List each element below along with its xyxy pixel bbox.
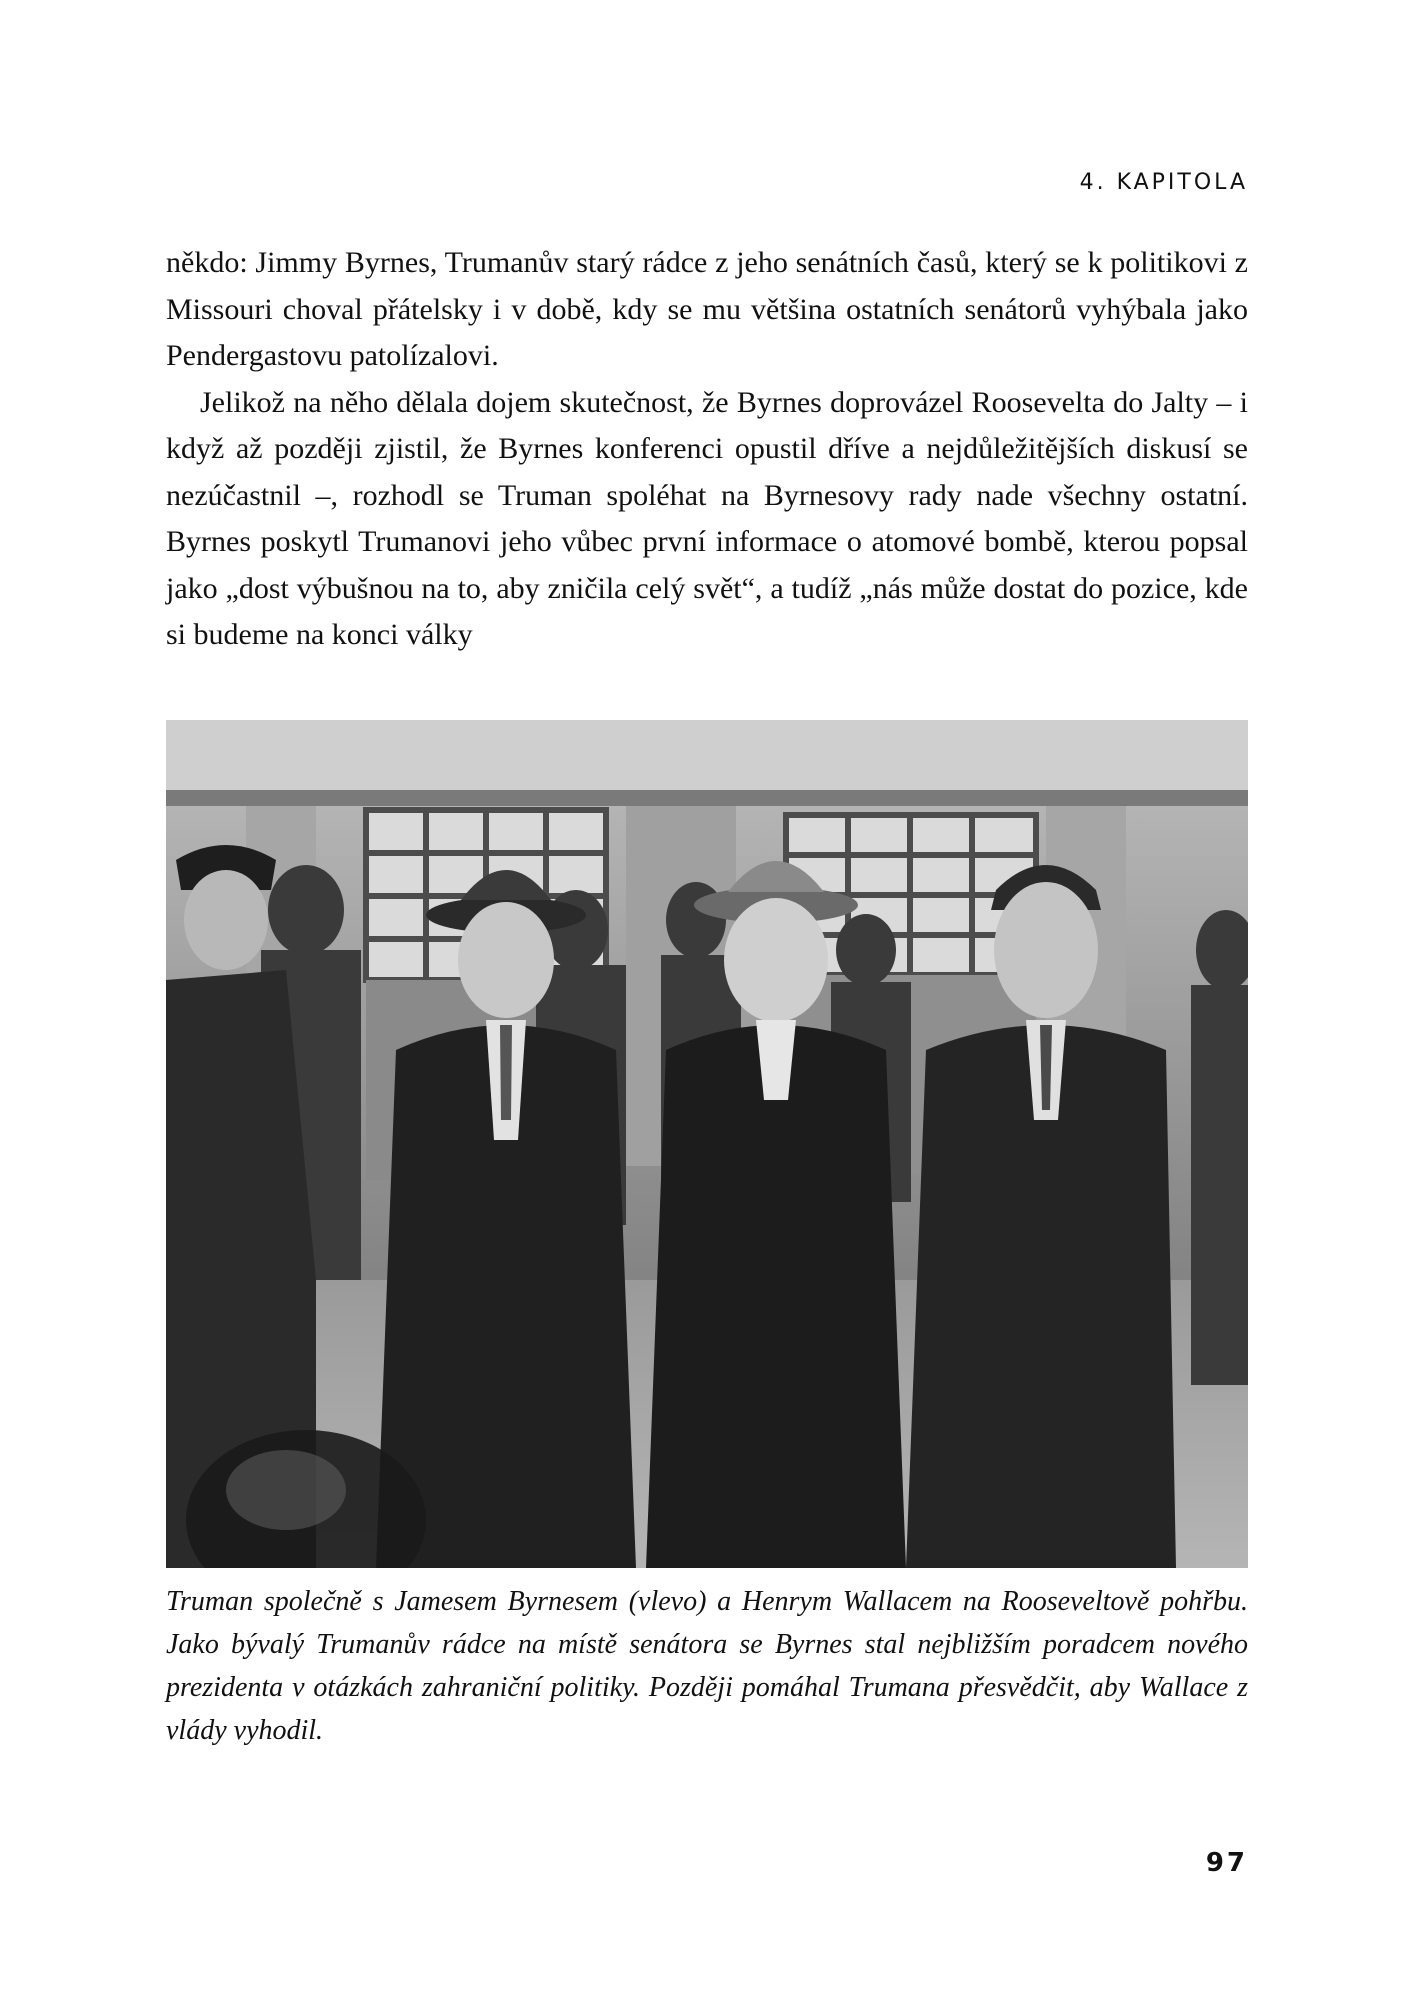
caption-text: Truman společně s Jamesem Byrnesem (vlevo) a Henrym Wallacem na Rooseveltově pohřbu. Jako bývalý Trumanův rádce na místě senátora se Byrnes stal nejbližším poradcem nového prezidenta v otázkách zahraniční politiky. Později pomáhal Trumana přesvědčit, aby Wallace z vlády vyhodil.	[166, 1586, 1248, 1746]
figure-caption	[166, 1580, 1248, 1752]
paragraph-1: někdo: Jimmy Byrnes, Trumanův starý rádce z jeho senátních časů, který se k politikovi z Missouri choval přátelsky i v době, kdy se mu většina ostatních senátorů vyhýbala jako Pendergastovu patolízalovi.	[166, 246, 1248, 372]
historical-photograph	[166, 720, 1248, 1568]
body-text	[166, 240, 1248, 659]
running-head: 4. KAPITOLA	[1079, 170, 1248, 195]
paragraph-2: Jelikož na něho dělala dojem skutečnost, že Byrnes doprovázel Roosevelta do Jalty – i když až později zjistil, že Byrnes konferenci opustil dříve a nejdůležitějších diskusí se nezúčastnil –, rozhodl se Truman spoléhat na Byrnesovy rady nade všechny ostatní. Byrnes poskytl Trumanovi jeho vůbec první informace o atomové bombě, kterou popsal jako „dost výbušnou na to, aby zničila celý svět“, a tudíž „nás může dostat do pozice, kde si budeme na konci války	[166, 385, 1248, 651]
page-number: 97	[1205, 1848, 1248, 1878]
photograph-illustration	[166, 720, 1248, 1568]
